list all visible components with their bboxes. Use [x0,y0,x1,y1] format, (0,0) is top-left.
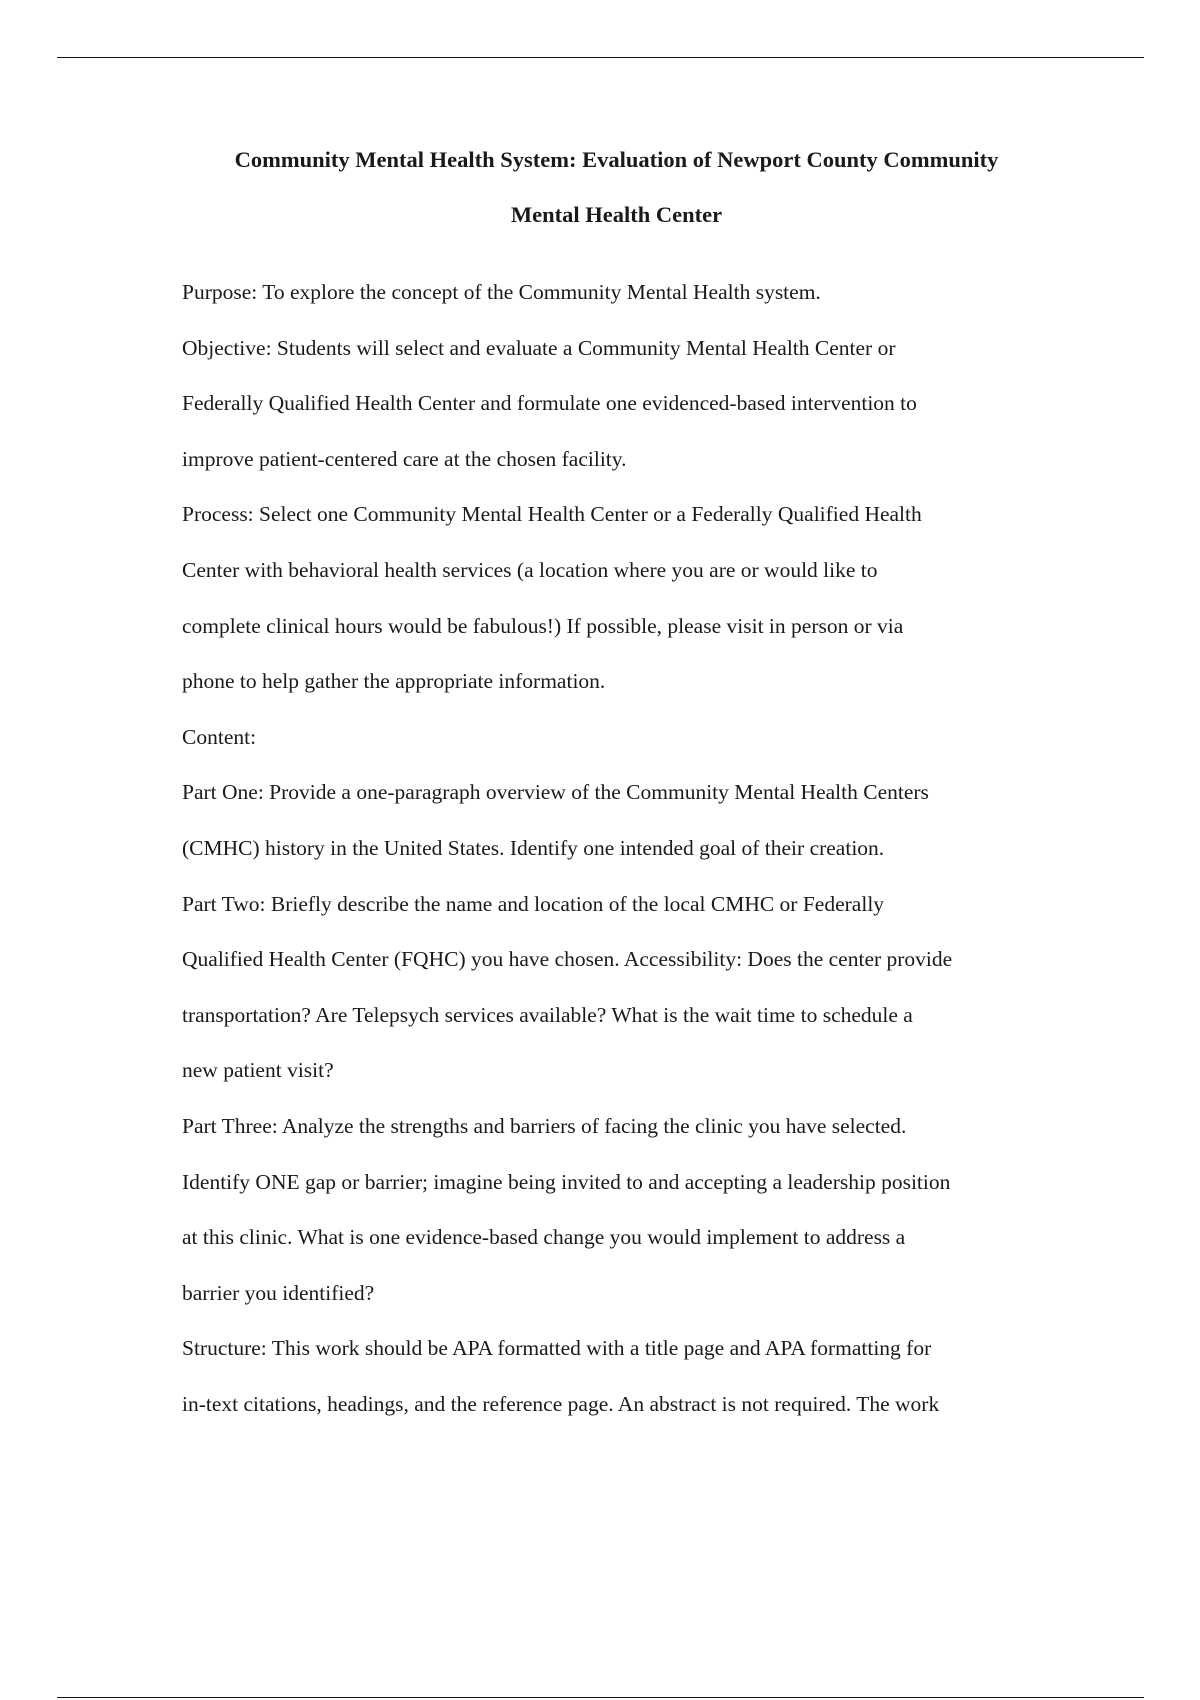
part-two-line-4: new patient visit? [182,1058,334,1082]
process-line-3: complete clinical hours would be fabulous!) If possible, please visit in person or via [182,614,904,638]
part-two-line-2: Qualified Health Center (FQHC) you have chosen. Accessibility: Does the center provide [182,947,953,971]
process-line-1: Process: Select one Community Mental Health Center or a Federally Qualified Health [182,502,922,526]
part-three-line-3: at this clinic. What is one evidence-based change you would implement to address a [182,1225,906,1249]
bottom-rule [57,1697,1144,1698]
part-three-line-1: Part Three: Analyze the strengths and barriers of facing the clinic you have selected. [182,1114,907,1138]
purpose-line: Purpose: To explore the concept of the Community Mental Health system. [182,280,821,304]
part-one-line-2: (CMHC) history in the United States. Identify one intended goal of their creation. [182,836,885,860]
top-rule [57,57,1144,58]
part-two-line-3: transportation? Are Telepsych services available? What is the wait time to schedule a [182,1003,913,1027]
content-heading: Content: [182,725,257,749]
part-two-line-1: Part Two: Briefly describe the name and location of the local CMHC or Federally [182,892,885,916]
part-three-line-4: barrier you identified? [182,1281,375,1305]
structure-line-2: in-text citations, headings, and the reference page. An abstract is not required. The work [182,1392,940,1416]
objective-line-3: improve patient-centered care at the chosen facility. [182,447,627,471]
part-one-line-1: Part One: Provide a one-paragraph overview of the Community Mental Health Centers [182,780,929,804]
part-three-line-2: Identify ONE gap or barrier; imagine being invited to and accepting a leadership position [182,1170,951,1194]
document-title-line-2: Mental Health Center [510,202,723,227]
objective-line-1: Objective: Students will select and evaluate a Community Mental Health Center or [182,336,896,360]
process-line-4: phone to help gather the appropriate information. [182,669,606,693]
document-title-line-1: Community Mental Health System: Evaluation of Newport County Community [234,147,999,172]
objective-line-2: Federally Qualified Health Center and formulate one evidenced-based intervention to [182,391,917,415]
structure-line-1: Structure: This work should be APA formatted with a title page and APA formatting for [182,1336,932,1360]
process-line-2: Center with behavioral health services (a location where you are or would like to [182,558,878,582]
